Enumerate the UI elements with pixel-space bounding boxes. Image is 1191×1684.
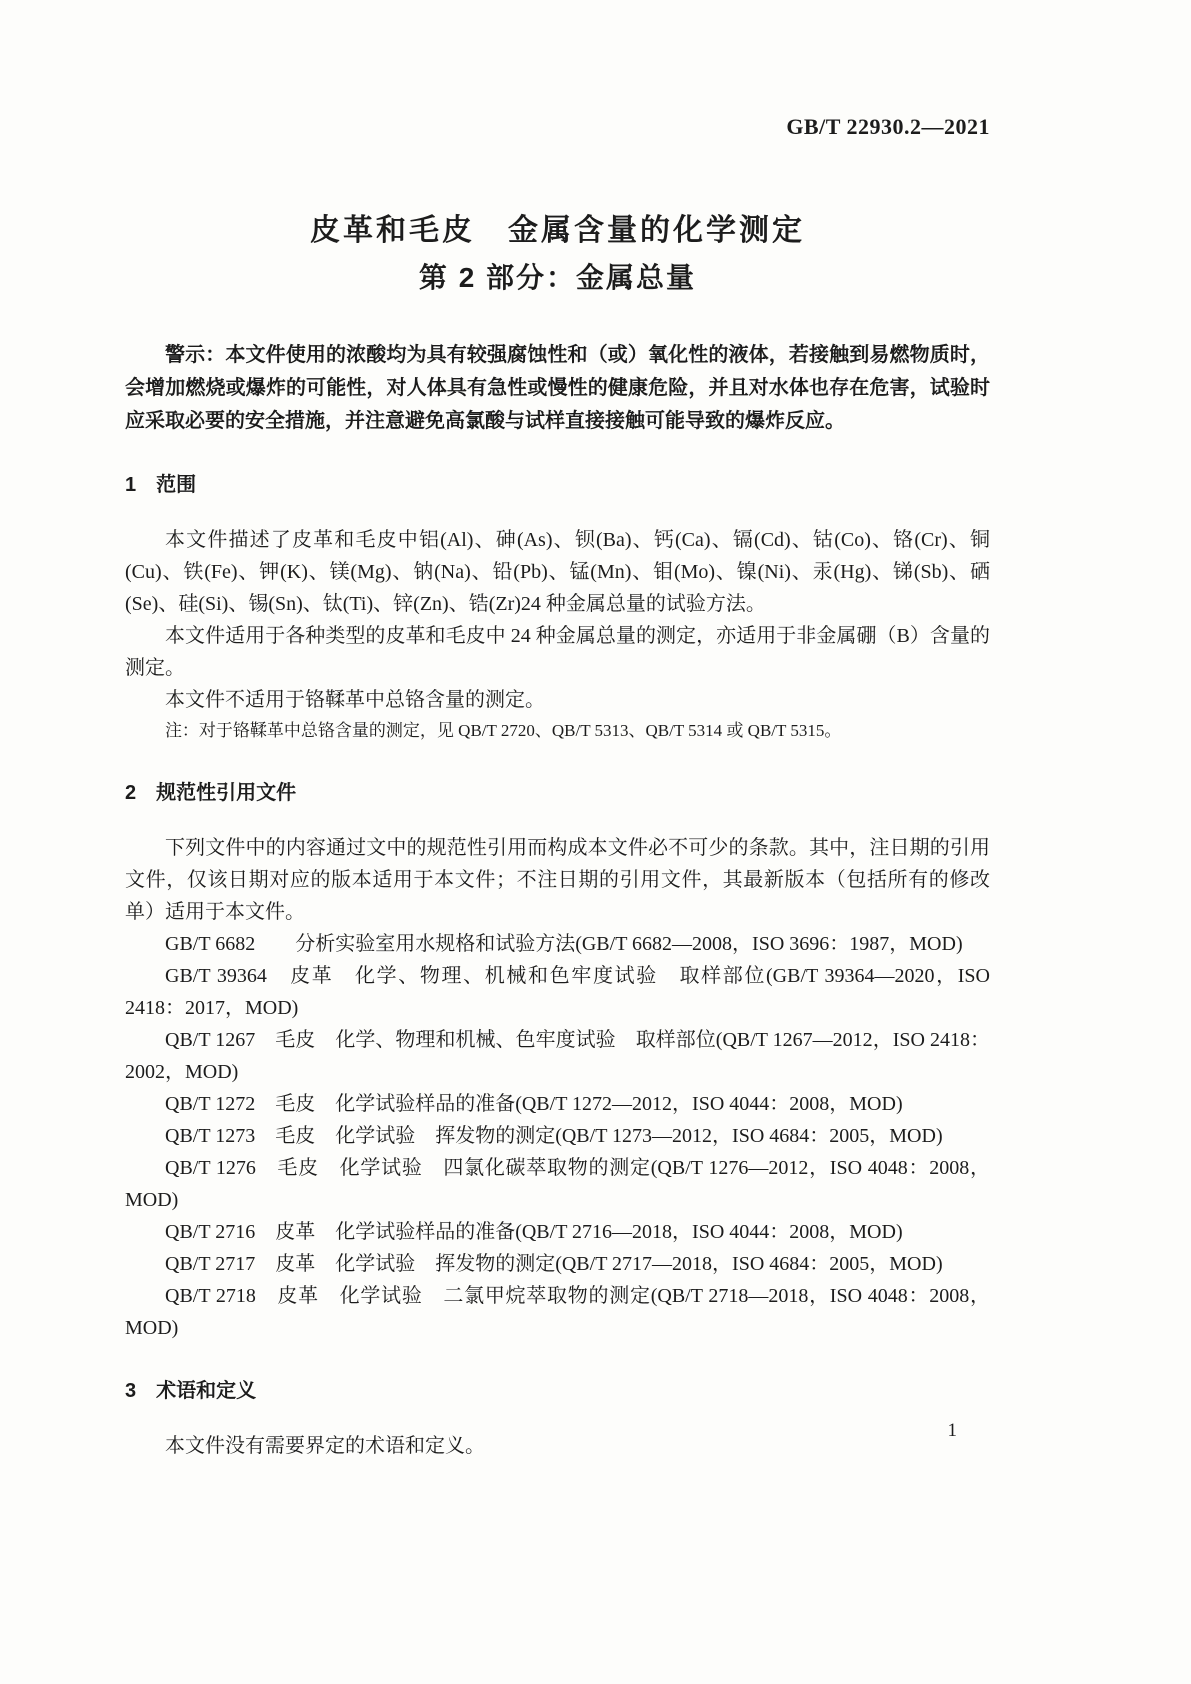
section-3-heading: 3 术语和定义 (125, 1379, 257, 1402)
document-subtitle: 第 2 部分：金属总量 (418, 261, 697, 293)
warning-paragraph: 警示：本文件使用的浓酸均为具有较强腐蚀性和（或）氧化性的液体，若接触到易燃物质时，会增加燃烧或爆炸的可能性，对人体具有急性或慢性的健康危险，并且对水体也存在危害，试验时应采取必要的安全措施，并注意避免高氯酸与试样直接接触可能导致的爆炸反应。 (125, 343, 990, 432)
reference-item: QB/T 2716 皮革 化学试验样品的准备(QB/T 2716—2018，ISO 4044：2008，MOD) (165, 1220, 903, 1243)
reference-item: QB/T 1273 毛皮 化学试验 挥发物的测定(QB/T 1273—2012，ISO 4684：2005，MOD) (165, 1124, 943, 1147)
section-2-intro: 下列文件中的内容通过文中的规范性引用而构成本文件必不可少的条款。其中，注日期的引用文件，仅该日期对应的版本适用于本文件；不注日期的引用文件，其最新版本（包括所有的修改单）适用于本文件。 (125, 836, 990, 923)
document-title: 皮革和毛皮 金属含量的化学测定 (310, 214, 805, 247)
reference-item: GB/T 6682 分析实验室用水规格和试验方法(GB/T 6682—2008，ISO 3696：1987，MOD) (165, 932, 963, 955)
reference-item: QB/T 2718 皮革 化学试验 二氯甲烷萃取物的测定(QB/T 2718—2018，ISO 4048：2008，MOD) (125, 1284, 990, 1339)
standard-number: GB/T 22930.2—2021 (786, 114, 990, 139)
section-1-paragraph-3: 本文件不适用于铬鞣革中总铬含量的测定。 (165, 688, 545, 711)
section-1-paragraph-2: 本文件适用于各种类型的皮革和毛皮中 24 种金属总量的测定，亦适用于非金属硼（B）含量的测定。 (125, 624, 990, 679)
page-content (125, 198, 990, 1462)
section-1-note: 注：对于铬鞣革中总铬含量的测定，见 QB/T 2720、QB/T 5313、QB/T 5314 或 QB/T 5315。 (164, 720, 842, 740)
page-number: 1 (947, 1420, 957, 1441)
section-2-heading: 2 规范性引用文件 (125, 781, 297, 804)
reference-item: QB/T 1276 毛皮 化学试验 四氯化碳萃取物的测定(QB/T 1276—2012，ISO 4048：2008，MOD) (125, 1156, 990, 1211)
reference-item: GB/T 39364 皮革 化学、物理、机械和色牢度试验 取样部位(GB/T 39364—2020，ISO 2418：2017，MOD) (125, 964, 990, 1019)
reference-item: QB/T 2717 皮革 化学试验 挥发物的测定(QB/T 2717—2018，ISO 4684：2005，MOD) (165, 1252, 943, 1275)
reference-item: QB/T 1267 毛皮 化学、物理和机械、色牢度试验 取样部位(QB/T 1267—2012，ISO 2418：2002，MOD) (125, 1028, 990, 1083)
reference-item: QB/T 1272 毛皮 化学试验样品的准备(QB/T 1272—2012，ISO 4044：2008，MOD) (165, 1092, 903, 1115)
section-1-heading: 1 范围 (125, 473, 197, 496)
section-1-paragraph-1: 本文件描述了皮革和毛皮中铝(Al)、砷(As)、钡(Ba)、钙(Ca)、镉(Cd)、钴(Co)、铬(Cr)、铜(Cu)、铁(Fe)、钾(K)、镁(Mg)、钠(Na)、铅(Pb)、锰(Mn)、钼(Mo)、镍(Ni)、汞(Hg)、锑(Sb)、硒(Se)、硅(Si)、锡(Sn)、钛(Ti)、锌(Zn)、锆(Zr)24 种金属总量的试验方法。 (125, 528, 990, 615)
section-3-paragraph-1: 本文件没有需要界定的术语和定义。 (165, 1434, 485, 1457)
